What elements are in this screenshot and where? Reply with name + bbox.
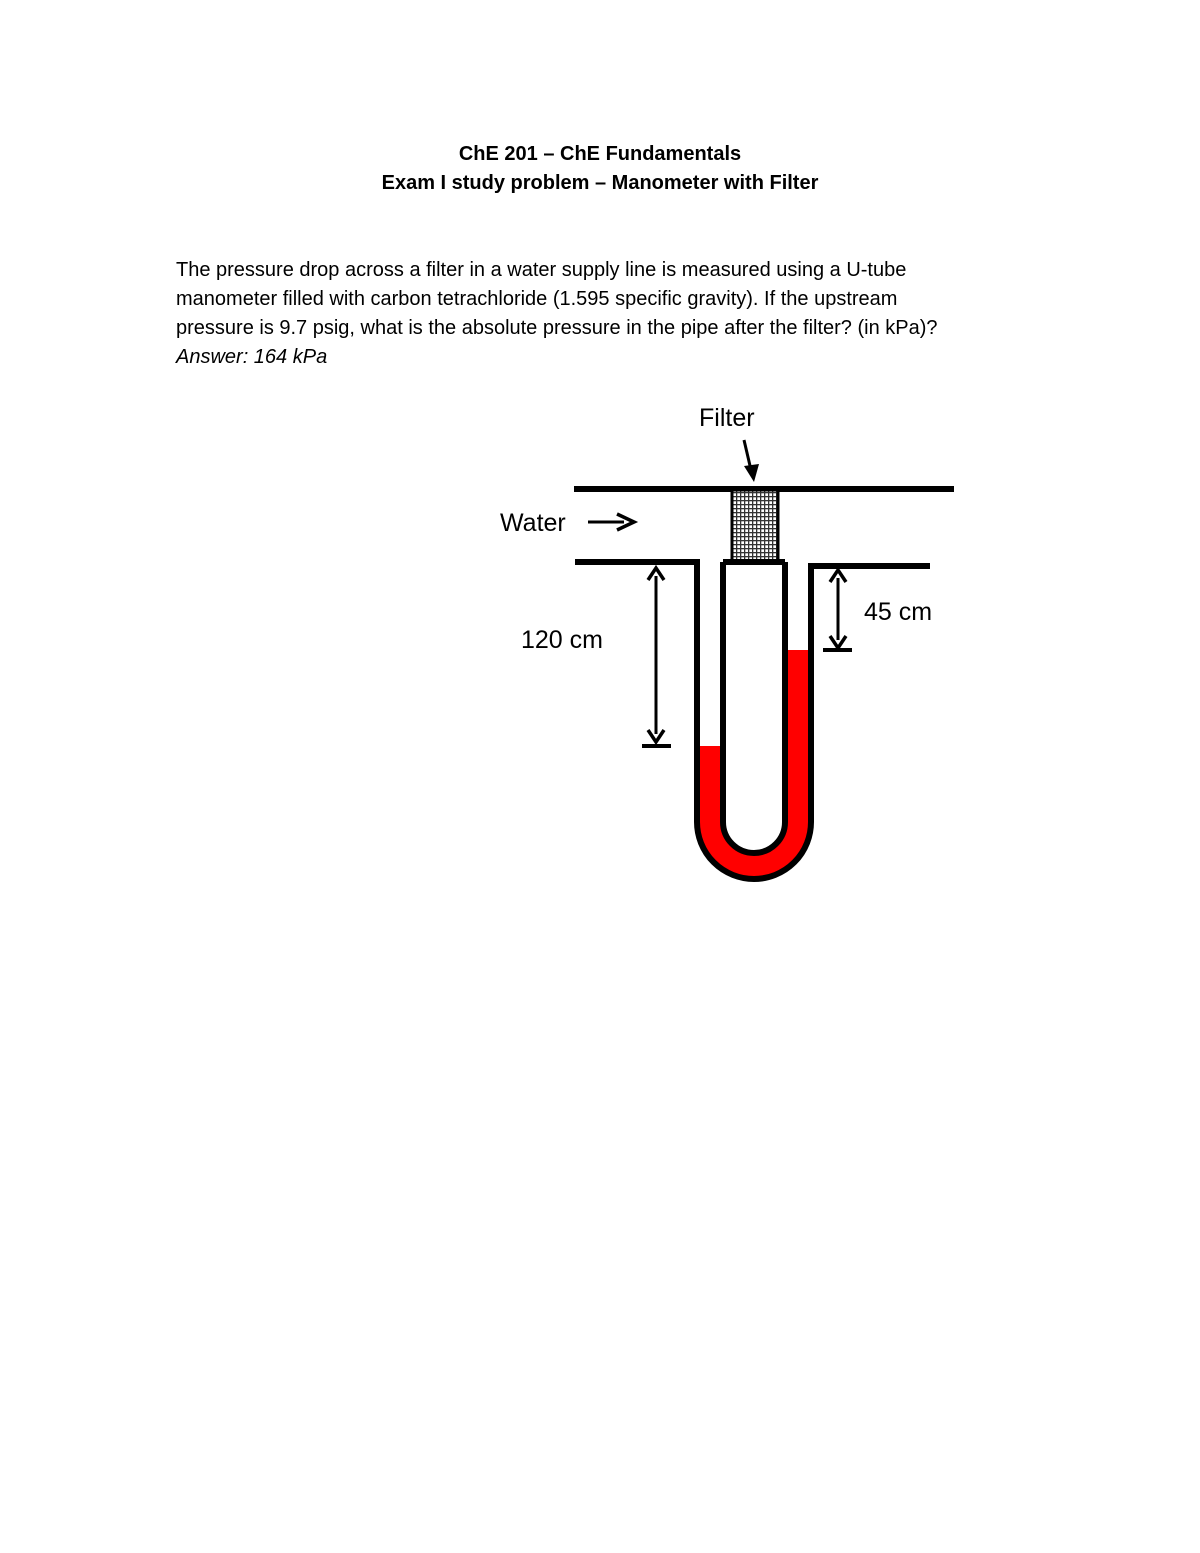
- problem-subtitle: Exam I study problem – Manometer with Filter: [381, 172, 819, 194]
- left-dimension-label: 120 cm: [521, 626, 603, 654]
- problem-line-3: pressure is 9.7 psig, what is the absolute pressure in the pipe after the filter? (in kPa)?: [176, 317, 938, 339]
- answer-text: Answer: 164 kPa: [176, 346, 328, 368]
- filter-label: Filter: [699, 404, 755, 432]
- water-flow-arrow: [588, 514, 634, 530]
- problem-line-1: The pressure drop across a filter in a water supply line is measured using a U-tube: [176, 259, 907, 281]
- problem-line-2: manometer filled with carbon tetrachloride (1.595 specific gravity). If the upstream: [176, 288, 898, 310]
- right-dimension-arrow: [823, 570, 852, 650]
- right-dimension-label: 45 cm: [864, 598, 933, 626]
- filter-arrow: [744, 440, 759, 482]
- course-title: ChE 201 – ChE Fundamentals: [458, 143, 742, 165]
- left-dimension-arrow: [642, 568, 671, 746]
- manometer-fluid: [690, 650, 824, 950]
- water-label: Water: [500, 509, 566, 537]
- u-tube-inner-wall: [723, 562, 785, 853]
- filter-mesh: [732, 490, 778, 562]
